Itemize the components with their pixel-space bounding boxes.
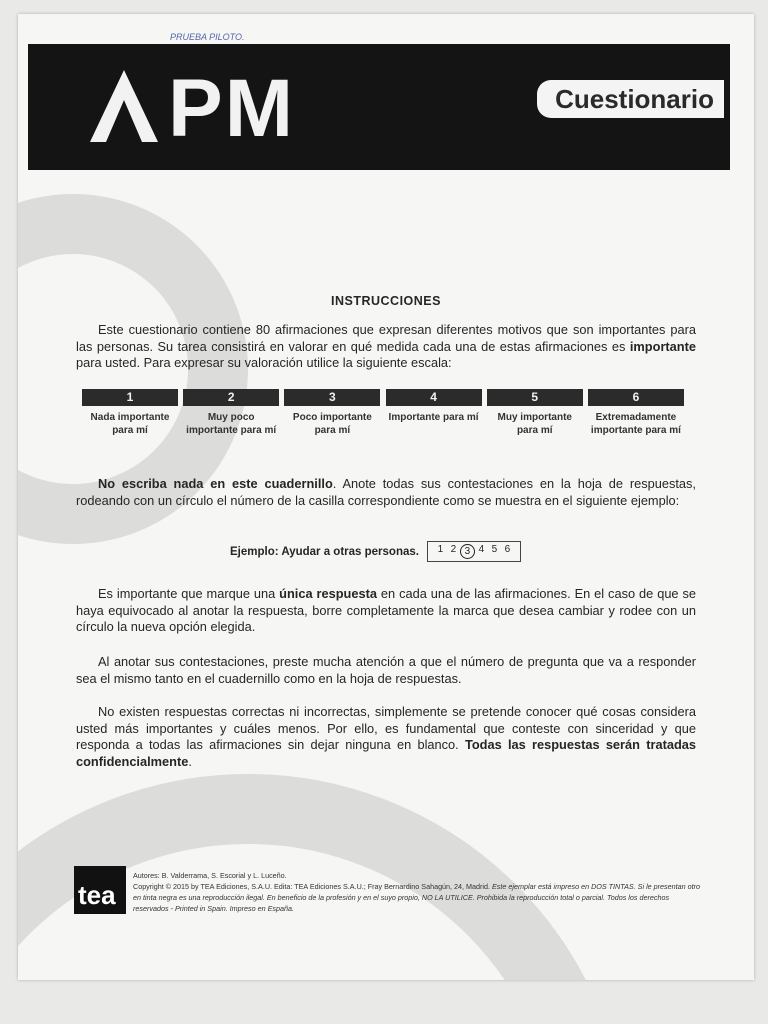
numbering-paragraph: Al anotar sus contestaciones, preste mucha atención a que el número de pregunta que va a responder sea el mismo tanto en el cuadernillo como en la hoja de respuestas. bbox=[76, 654, 696, 686]
example-option: 5 bbox=[491, 544, 498, 555]
example-option: 2 bbox=[450, 544, 457, 555]
questionnaire-badge: Cuestionario bbox=[537, 80, 724, 118]
example-option-circled: 3 bbox=[460, 544, 475, 559]
confidentiality-paragraph: No existen respuestas correctas ni incorrectas, simplemente se pretende conocer qué cosas considera usted más importantes y cuáles menos. Por ello, es fundamental que conteste con sinceridad y que responda a todas las afirmaciones sin dejar ninguna en blanco. Todas las respuestas serán tratadas confidencialmente. bbox=[76, 704, 696, 769]
scale-item: 2 Muy poco importante para mí bbox=[183, 389, 279, 437]
example-option: 1 bbox=[437, 544, 444, 555]
answer-sheet-paragraph: No escriba nada en este cuadernillo. Anote todas sus contestaciones en la hoja de respuestas, rodeando con un círculo el número de la casilla correspondiente como se muestra en el siguiente ejemplo: bbox=[76, 476, 696, 508]
authors-line: Autores: B. Valderrama, S. Escorial y L. Luceño. bbox=[133, 871, 287, 880]
scale-item: 4 Importante para mí bbox=[386, 389, 482, 437]
footer-credits bbox=[133, 870, 703, 914]
copyright-line: Copyright © 2015 by TEA Ediciones, S.A.U. Edita: TEA Ediciones S.A.U.; Fray Bernardino Sahagún, 24, Madrid. Este ejemplar está impreso en DOS TINTAS. Si le presentan otro en tinta negra es una reproducción ilegal. En beneficio de la profesión y en el suyo propio, NO LA UTILICE. Prohibida la reproducción total o parcial. Todos los derechos reservados - Printed in Spain. Impreso en España. bbox=[133, 882, 701, 913]
scale-item: 6 Extremadamente importante para mí bbox=[588, 389, 684, 437]
header-banner bbox=[28, 44, 730, 170]
example-row bbox=[230, 541, 521, 562]
svg-text:PM: PM bbox=[168, 64, 295, 144]
scale-item: 5 Muy importante para mí bbox=[487, 389, 583, 437]
tea-logo: tea bbox=[74, 866, 126, 914]
example-option: 6 bbox=[504, 544, 511, 555]
instructions-title: INSTRUCCIONES bbox=[331, 294, 441, 308]
apm-logo-mark bbox=[90, 64, 340, 144]
example-option: 4 bbox=[478, 544, 485, 555]
scale-item: 1 Nada importante para mí bbox=[82, 389, 178, 437]
apm-logo bbox=[90, 64, 340, 158]
document-page bbox=[18, 14, 754, 980]
single-answer-paragraph: Es importante que marque una única respuesta en cada una de las afirmaciones. En el caso de que se haya equivocado al anotar la respuesta, borre completamente la marca que desea cambiar y rodee con un círculo la nueva opción elegida. bbox=[76, 586, 696, 634]
intro-paragraph: Este cuestionario contiene 80 afirmaciones que expresan diferentes motivos que son importantes para las personas. Su tarea consistirá en valorar en qué medida cada una de estas afirmaciones es importante para usted. Para expresar su valoración utilice la siguiente escala: bbox=[76, 322, 696, 370]
handwritten-note: PRUEBA PILOTO. bbox=[170, 32, 245, 42]
scale-item: 3 Poco importante para mí bbox=[284, 389, 380, 437]
example-label: Ejemplo: Ayudar a otras personas. bbox=[230, 545, 419, 558]
example-options bbox=[427, 541, 521, 562]
rating-scale bbox=[82, 389, 684, 437]
